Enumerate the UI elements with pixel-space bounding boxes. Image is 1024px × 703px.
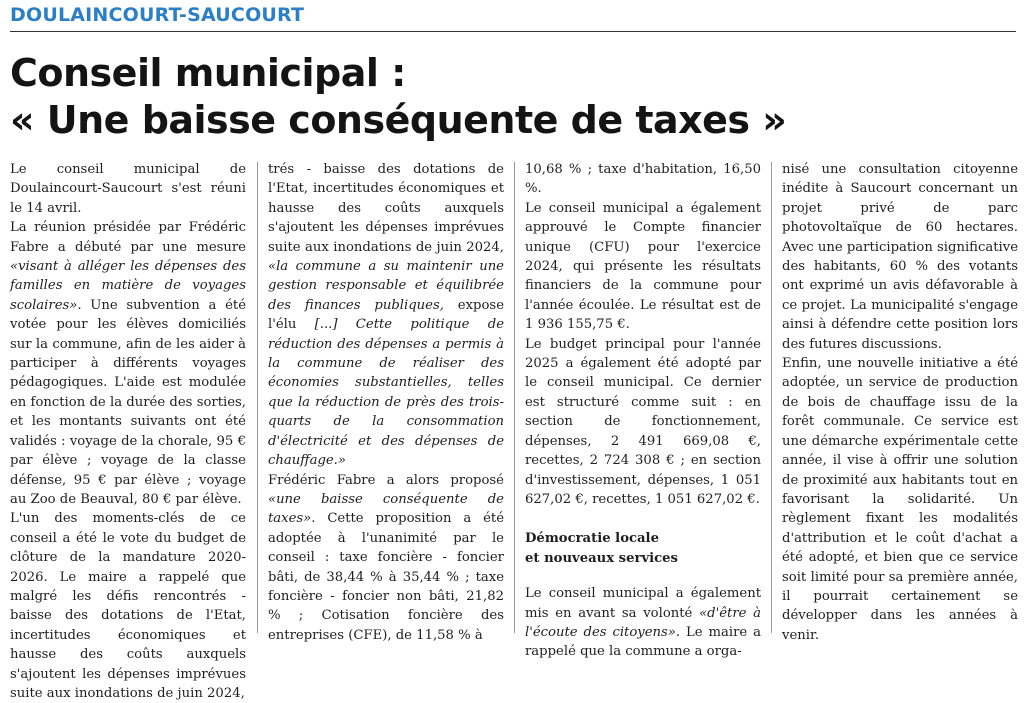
paragraph-budget xyxy=(10,509,246,703)
text-run: . Le maire a rappelé que la commune a orga- xyxy=(525,624,761,660)
text-run: L'un des moments-clés de ce conseil a été le vote du budget de clôture de la mandature 2020-2026. Le maire a rappelé que malgré les défis rencontrés - baisse des dotations de l'Etat, incertitudes économiques et hausse des coûts auxquels s'ajoutent les dépenses imprévues suite aux inondations de juin 2024, xyxy=(10,511,246,701)
headline-line-1: Conseil municipal : xyxy=(10,51,406,95)
section-subheading xyxy=(525,529,761,568)
article-column-3 xyxy=(525,160,761,660)
article-headline xyxy=(10,50,1010,144)
text-run: La réunion présidée par Frédéric Fabre a débuté par une mesure xyxy=(10,220,246,255)
quote-run: «visant à alléger les dépenses des familles en matière de voyages scolaires» xyxy=(10,259,246,313)
article-column-1 xyxy=(10,160,246,701)
quote-run: «une baisse conséquente de taxes» xyxy=(268,491,504,527)
quote-run: [...] Cette politique de réduction des dépenses a permis à la commune de réaliser des économies substantielles, telles que la réduction de près des trois-quarts de la consommation d'électricité et des dépenses de chauffage.» xyxy=(268,317,504,469)
text-run: . Une subvention a été votée pour les élèves domiciliés sur la commune, afin de les aider à participer à différents voyages pédagogiques. L'aide est modulée en fonction de la durée des sorties, et les montants suivants ont été validés : voyage de la chorale, 95 € par élève ; voyage de la classe défense, 95 € par élève ; voyage au Zoo de Beauval, 80 € par élève. xyxy=(10,297,246,507)
quote-run: «la commune a su maintenir une gestion responsable et équilibrée des finances publiques, xyxy=(268,259,504,313)
header-rule xyxy=(10,31,1016,32)
paragraph-taxes xyxy=(268,471,504,646)
column-rule xyxy=(771,162,772,633)
paragraph-taxes-cont: 10,68 % ; taxe d'habitation, 16,50 %. xyxy=(525,162,761,197)
column-rule xyxy=(257,162,258,633)
text-run: Le conseil municipal a également mis en avant sa volonté xyxy=(525,586,761,621)
paragraph-subvention xyxy=(10,218,246,509)
text-run: expose l'élu xyxy=(268,297,505,333)
column-rule xyxy=(514,162,515,633)
subheading-line-1: Démocratie locale xyxy=(525,531,659,547)
article-column-4 xyxy=(782,160,1018,643)
text-run: Frédéric Fabre a alors proposé xyxy=(268,472,504,488)
paragraph-cfu: Le conseil municipal a également approuvé le Compte financier unique (CFU) pour l'exercice 2024, qui présente les résultats financiers de la commune pour l'année écoulée. Le résultat est de 1 936 155,75 €. xyxy=(525,200,761,333)
quote-run: «d'être à l'écoute des citoyens» xyxy=(525,605,761,640)
paragraph-budget-cont xyxy=(268,160,504,471)
subheading-line-2: et nouveaux services xyxy=(525,550,678,566)
text-run: . Cette proposition a été adoptée à l'unanimité par le conseil : taxe foncière - foncier bâti, de 38,44 % à 35,44 % ; taxe foncière - foncier non bâti, 21,82 % ; Cotisation foncière des entreprises (CFE), de 11,58 % à xyxy=(268,511,504,643)
article-column-2 xyxy=(268,160,505,643)
paragraph-bois-chauffage: Enfin, une nouvelle initiative a été adoptée, un service de production de bois de chauffage issu de la forêt communale. Ce service est une démarche expérimentale cette année, il vise à offrir une solution de proximité aux habitants tout en favorisant la solidarité. Un règlement fixant les modalités d'attribution et le coût d'achat a été adopté, et bien que ce service soit limité pour sa première année, il pourrait certainement se développer dans les années à venir. xyxy=(782,356,1018,643)
paragraph-democratie xyxy=(525,584,761,662)
section-rubric: DOULAINCOURT-SAUCOURT xyxy=(10,4,305,26)
paragraph-consultation: nisé une consultation citoyenne inédite à Saucourt concernant un projet privé de parc photovoltaïque de 60 hectares. Avec une participation significative des habitants, 60 % des votants ont exprimé un avis défavorable à ce projet. La municipalité s'engage ainsi à défendre cette position lors des futures discussions. xyxy=(782,162,1018,352)
paragraph-budget-2025: Le budget principal pour l'année 2025 a également été adopté par le conseil municipal. Ce dernier est structuré comme suit : en section de fonctionnement, dépenses, 2 491 669,08 €, recettes, 2 724 308 € ; en section d'investissement, dépenses, 1 051 627,02 €, recettes, 1 051 627,02 €. xyxy=(525,336,761,507)
headline-line-2: « Une baisse conséquente de taxes » xyxy=(10,98,787,142)
text-run: trés - baisse des dotations de l'Etat, incertitudes économiques et hausse des coûts auxquels s'ajoutent les dépenses imprévues suite aux inondations de juin 2024, xyxy=(268,162,504,255)
paragraph-intro: Le conseil municipal de Doulaincourt-Saucourt s'est réuni le 14 avril. xyxy=(10,162,246,216)
